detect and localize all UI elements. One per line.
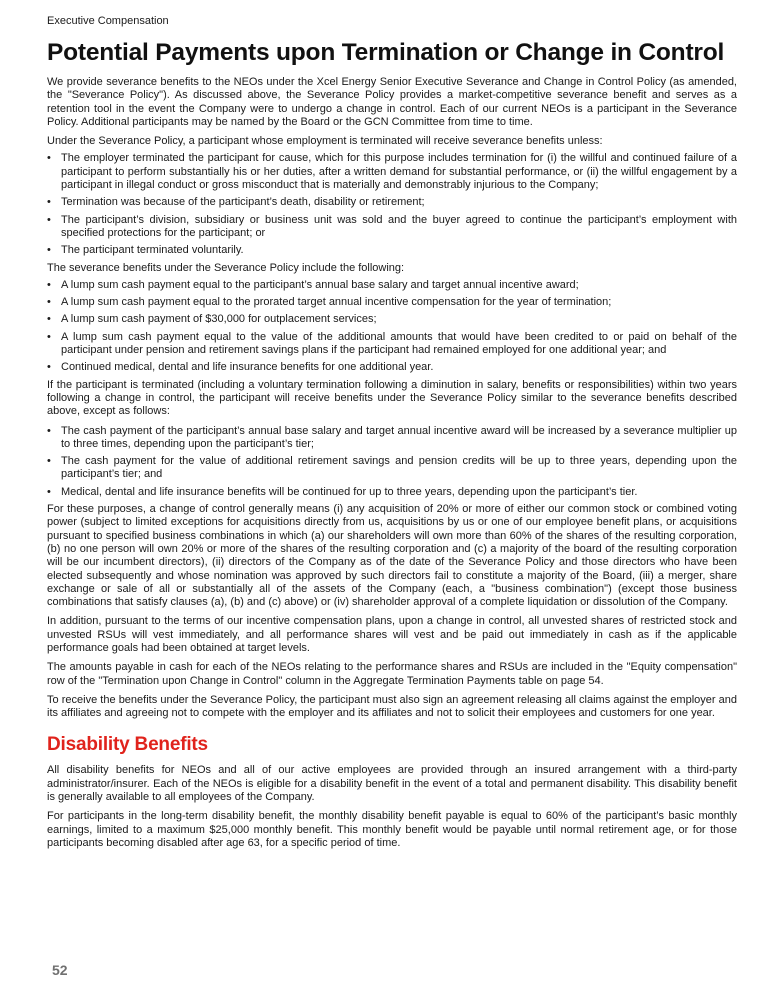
page-title: Potential Payments upon Termination or Change in Control bbox=[47, 39, 725, 66]
bullet-icon: • bbox=[47, 455, 51, 468]
list-item: • A lump sum cash payment equal to the value of the additional amounts that would have been credited to or paid on behalf of the participant under pension and retirement savings plans if the participant had remained employed for one additional year; and bbox=[47, 330, 737, 357]
list-item: • A lump sum cash payment of $30,000 for outplacement services; bbox=[47, 313, 377, 326]
list-item: • Continued medical, dental and life insurance benefits for one additional year. bbox=[47, 361, 434, 374]
bullet-icon: • bbox=[47, 424, 51, 437]
disability-paragraph-1: All disability benefits for NEOs and all of our active employees are provided through an insured arrangement with a third-party administrator/insurer. Each of the NEOs is eligible for a disability benefit in the event of a total and permanent disability. This disability benefit is generally available to all employees of the Company. bbox=[47, 764, 737, 804]
bullet-icon: • bbox=[47, 330, 51, 343]
list-item: • The employer terminated the participant for cause, which for this purpose includes termination for (i) the willful and continued failure of a participant to perform substantially his or her duties, after a written demand for substantial performance, or (ii) the willful engagement by a participant in illegal conduct or gross misconduct that is materially and demonstrably injurious to the Company; bbox=[47, 152, 737, 192]
bullet-icon: • bbox=[47, 313, 51, 326]
list-item: • The cash payment for the value of additional retirement savings and pension credits will be up to three years, depending upon the participant’s tier; and bbox=[47, 455, 737, 481]
benefits-list bbox=[47, 279, 737, 375]
release-paragraph: To receive the benefits under the Severance Policy, the participant must also sign an agreement releasing all claims against the employer and its affiliates and agreeing not to compete with the employer and its affiliates and not to solicit their employees and customers for one year. bbox=[47, 693, 737, 720]
list-item: • A lump sum cash payment equal to the prorated target annual incentive compensation for the year of termination; bbox=[47, 296, 612, 309]
bullet-icon: • bbox=[47, 278, 51, 291]
bullet-icon: • bbox=[47, 152, 51, 165]
bullet-icon: • bbox=[47, 213, 51, 226]
change-of-control-definition-paragraph: For these purposes, a change of control generally means (i) any acquisition of 20% or more of either our common stock or combined voting power (subject to limited exceptions for acquisitions directly from us, acquisitions by us or one of our employee benefit plans, or acquisitions pursuant to specified business combinations in which (a) our shareholders will own more than 60% of the shares of the resulting corporation, (b) no one person will own 20% or more of the shares of the resulting corporation and (c) a majority of the board of the resulting corporation will be our incumbent directors), (ii) directors of the Company as of the date of the Severance Policy and those directors who have been elected subsequently and whose nomination was approved by such directors fail to constitute a majority of the Board, (iii) a merger, share exchange or sale of all or substantially all of the assets of the Company (each, a "business combination") (except those business combinations that satisfy clauses (a), (b) and (c) above) or (iv) shareholder approval of a complete liquidation or dissolution of the Company. bbox=[47, 503, 737, 609]
section-heading-disability-benefits: Disability Benefits bbox=[47, 734, 208, 756]
unless-lead-paragraph: Under the Severance Policy, a participant whose employment is terminated will receive severance benefits unless: bbox=[47, 135, 603, 148]
body-content bbox=[47, 76, 737, 856]
list-item: • A lump sum cash payment equal to the participant’s annual base salary and target annual incentive award; bbox=[47, 278, 579, 291]
bullet-icon: • bbox=[47, 485, 51, 498]
amounts-paragraph: The amounts payable in cash for each of the NEOs relating to the performance shares and RSUs are included in the "Equity compensation" row of the "Termination upon Change in Control" column in the Aggregate Termination Payments table on page 54. bbox=[47, 661, 737, 687]
bullet-icon: • bbox=[47, 361, 51, 374]
bullet-icon: • bbox=[47, 196, 51, 209]
list-item: • The cash payment of the participant’s annual base salary and target annual incentive award will be increased by a severance multiplier up to three times, depending upon the participant’s tier; bbox=[47, 424, 737, 450]
bullet-icon: • bbox=[47, 244, 51, 257]
disability-paragraph-2: For participants in the long-term disability benefit, the monthly disability benefit payable is equal to 60% of the participant’s basic monthly earnings, limited to a maximum $25,000 monthly benefit. This monthly benefit would be payable until normal retirement age, or for those participants becoming disabled after age 63, for a specific period of time. bbox=[47, 810, 737, 849]
change-in-control-lead-paragraph: If the participant is terminated (including a voluntary termination following a diminution in salary, benefits or responsibilities) within two years following a change in control, the participant will receive benefits under the Severance Policy similar to the severance benefits described above, except as follows: bbox=[47, 378, 737, 418]
list-item: • Medical, dental and life insurance benefits will be continued for up to three years, depending upon the participant’s tier. bbox=[47, 485, 638, 498]
change-in-control-list bbox=[47, 425, 737, 499]
list-item: • The participant terminated voluntarily. bbox=[47, 244, 244, 257]
list-item: • The participant’s division, subsidiary or business unit was sold and the buyer agreed to continue the participant’s employment with specified protections for the participant; or bbox=[47, 213, 737, 239]
bullet-icon: • bbox=[47, 296, 51, 309]
intro-paragraph: We provide severance benefits to the NEOs under the Xcel Energy Senior Executive Severance and Change in Control Policy (as amended, the "Severance Policy"). As discussed above, the Severance Policy provides a market-competitive severance benefit and serves as a retention tool in the event the Company were to undergo a change in control. Each of our current NEOs is a participant in the Severance Policy. Additional participants may be named by the Board or the GCN Committee from time to time. bbox=[47, 76, 737, 128]
list-item: • Termination was because of the participant’s death, disability or retirement; bbox=[47, 196, 425, 209]
running-header: Executive Compensation bbox=[47, 15, 169, 27]
benefits-lead-paragraph: The severance benefits under the Severance Policy include the following: bbox=[47, 261, 405, 274]
vesting-paragraph: In addition, pursuant to the terms of our incentive compensation plans, upon a change in control, all unvested shares of restricted stock and unvested RSUs will vest immediately, and all performance shares will vest and be paid out immediately in cash as if the applicable performance goals had been obtained at target levels. bbox=[47, 615, 737, 654]
page-number: 52 bbox=[52, 962, 68, 978]
unless-list bbox=[47, 152, 737, 257]
